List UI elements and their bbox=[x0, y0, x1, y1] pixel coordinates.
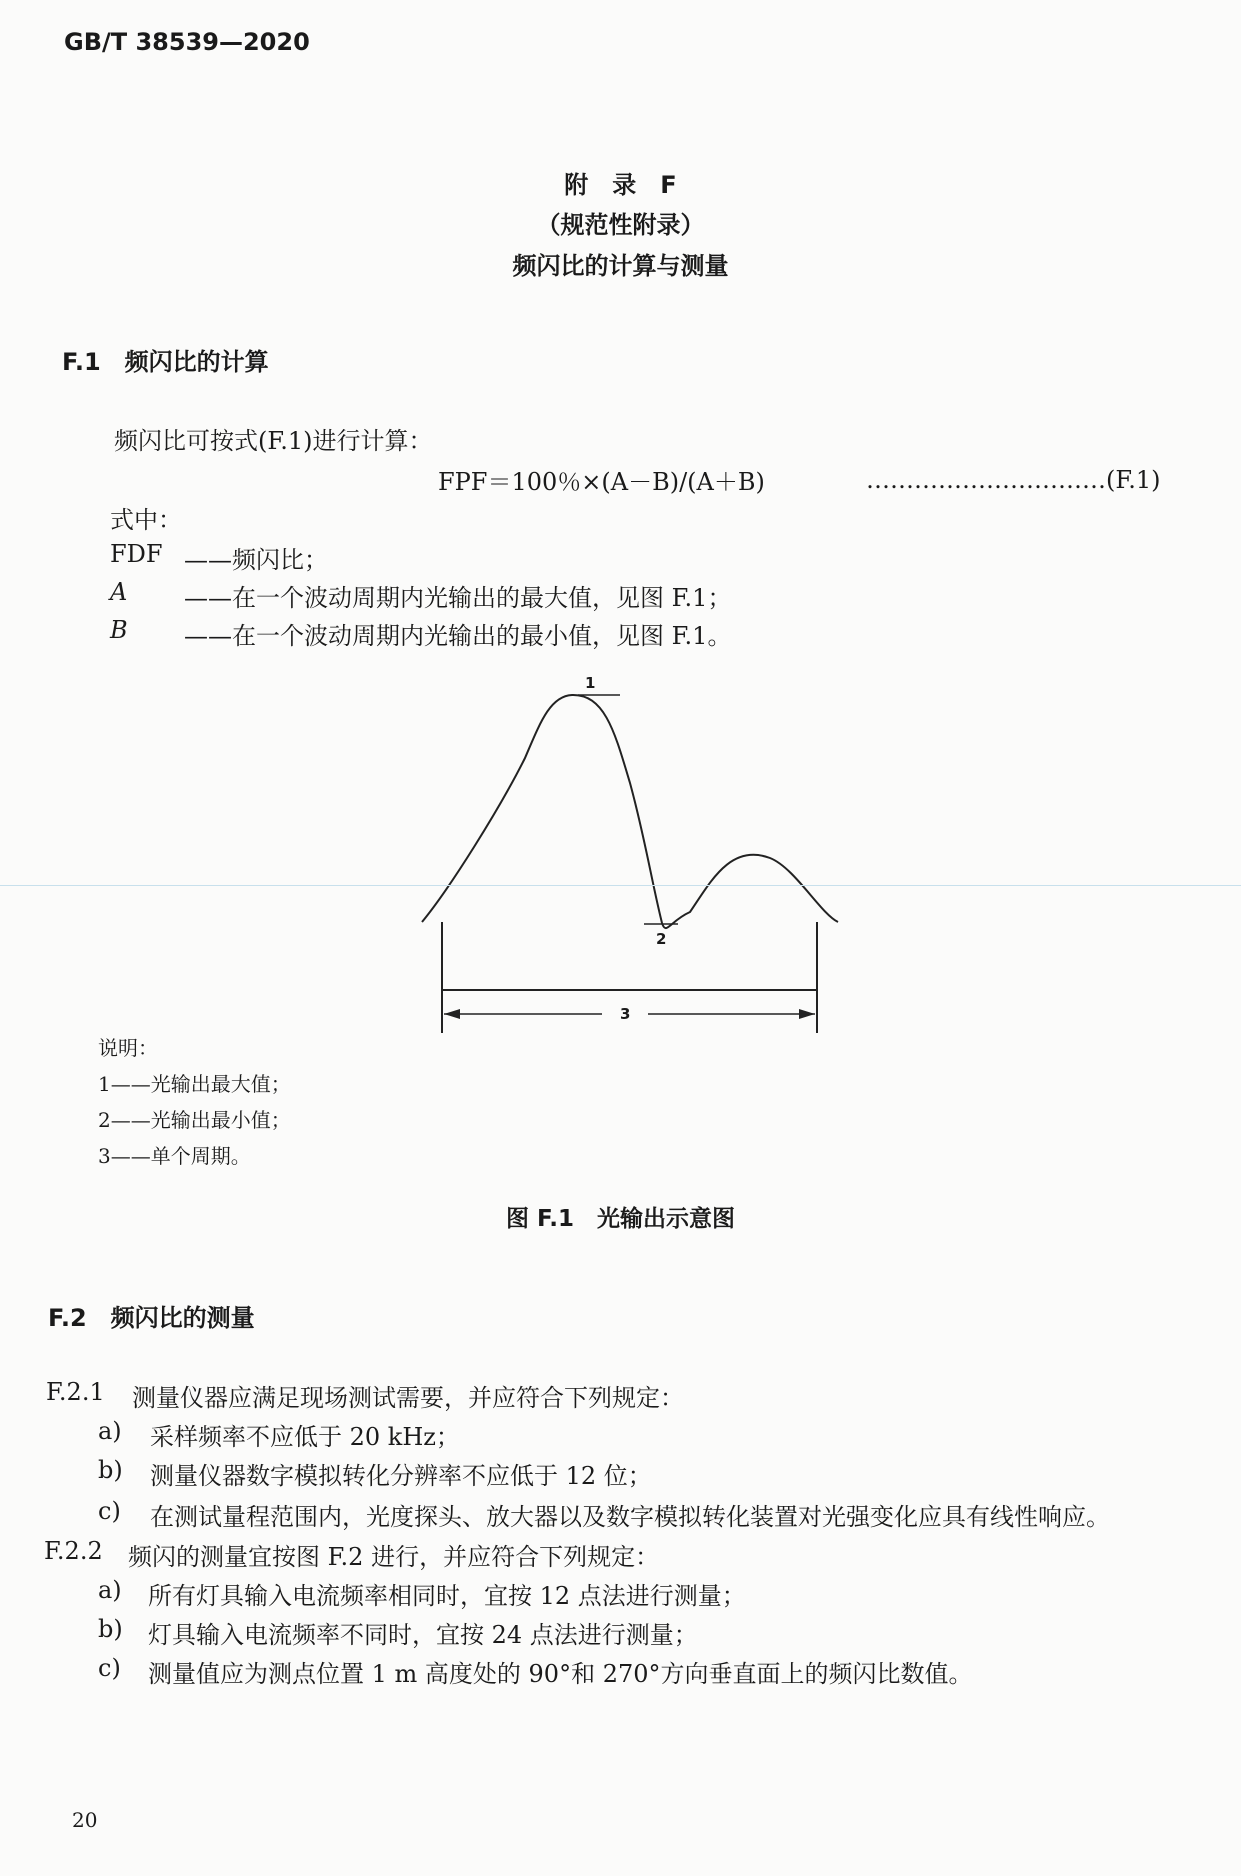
period-arrow-left bbox=[444, 1009, 460, 1019]
list-marker: a) bbox=[98, 1417, 122, 1445]
annex-title: 附 录 F bbox=[564, 171, 677, 199]
annex-subject: 频闪比的计算与测量 bbox=[512, 252, 729, 280]
definition-symbol: FDF bbox=[110, 540, 163, 568]
list-item: 测量值应为测点位置 1 m 高度处的 90°和 270°方向垂直面上的频闪比数值。 bbox=[148, 1660, 973, 1688]
formula-intro: 频闪比可按式(F.1)进行计算： bbox=[114, 427, 433, 455]
list-item: 灯具输入电流频率不同时，宜按 24 点法进行测量； bbox=[148, 1621, 698, 1649]
legend-item: 2——光输出最小值； bbox=[98, 1108, 291, 1132]
section-f2-heading: F.2 频闪比的测量 bbox=[48, 1304, 255, 1332]
legend-title: 说明： bbox=[98, 1036, 158, 1060]
definition-text: ——在一个波动周期内光输出的最大值，见图 F.1； bbox=[184, 584, 732, 612]
definition-text: ——在一个波动周期内光输出的最小值，见图 F.1。 bbox=[184, 622, 732, 650]
definition-symbol: B bbox=[110, 616, 128, 644]
list-marker: a) bbox=[98, 1576, 122, 1604]
page-number: 20 bbox=[72, 1808, 98, 1832]
period-arrow-right bbox=[799, 1009, 815, 1019]
list-item: 采样频率不应低于 20 kHz； bbox=[150, 1423, 460, 1451]
figure-caption: 图 F.1 光输出示意图 bbox=[505, 1206, 736, 1232]
annex-type: （规范性附录） bbox=[536, 211, 705, 239]
min-label: 2 bbox=[656, 930, 667, 948]
light-output-figure bbox=[420, 668, 840, 1038]
formula: FPF＝100％×(A－B)/(A＋B) bbox=[438, 468, 765, 496]
list-marker: c) bbox=[98, 1497, 121, 1525]
list-marker: b) bbox=[98, 1456, 123, 1484]
max-label: 1 bbox=[585, 674, 596, 692]
definition-text: ——频闪比； bbox=[184, 546, 328, 574]
light-output-curve bbox=[422, 695, 838, 928]
subsection-text: 频闪的测量宜按图 F.2 进行，并应符合下列规定： bbox=[128, 1543, 660, 1571]
list-item: 在测试量程范围内，光度探头、放大器以及数字模拟转化装置对光强变化应具有线性响应。 bbox=[150, 1503, 1110, 1531]
guide-line bbox=[0, 885, 1241, 886]
period-label: 3 bbox=[620, 1005, 631, 1023]
subsection-text: 测量仪器应满足现场测试需要，并应符合下列规定： bbox=[132, 1384, 684, 1412]
list-item: 测量仪器数字模拟转化分辨率不应低于 12 位； bbox=[150, 1462, 652, 1490]
legend-item: 1——光输出最大值； bbox=[98, 1072, 291, 1096]
definition-symbol: A bbox=[110, 578, 128, 606]
subsection-number: F.2.2 bbox=[44, 1537, 103, 1565]
list-marker: b) bbox=[98, 1615, 123, 1643]
section-f1-heading: F.1 频闪比的计算 bbox=[62, 348, 269, 376]
list-marker: c) bbox=[98, 1654, 121, 1682]
standard-number: GB/T 38539—2020 bbox=[64, 28, 310, 56]
legend-item: 3——单个周期。 bbox=[98, 1144, 251, 1168]
subsection-number: F.2.1 bbox=[46, 1378, 105, 1406]
formula-reference: …………………………(F.1) bbox=[866, 466, 1161, 494]
where-label: 式中： bbox=[110, 506, 182, 534]
list-item: 所有灯具输入电流频率相同时，宜按 12 点法进行测量； bbox=[148, 1582, 746, 1610]
